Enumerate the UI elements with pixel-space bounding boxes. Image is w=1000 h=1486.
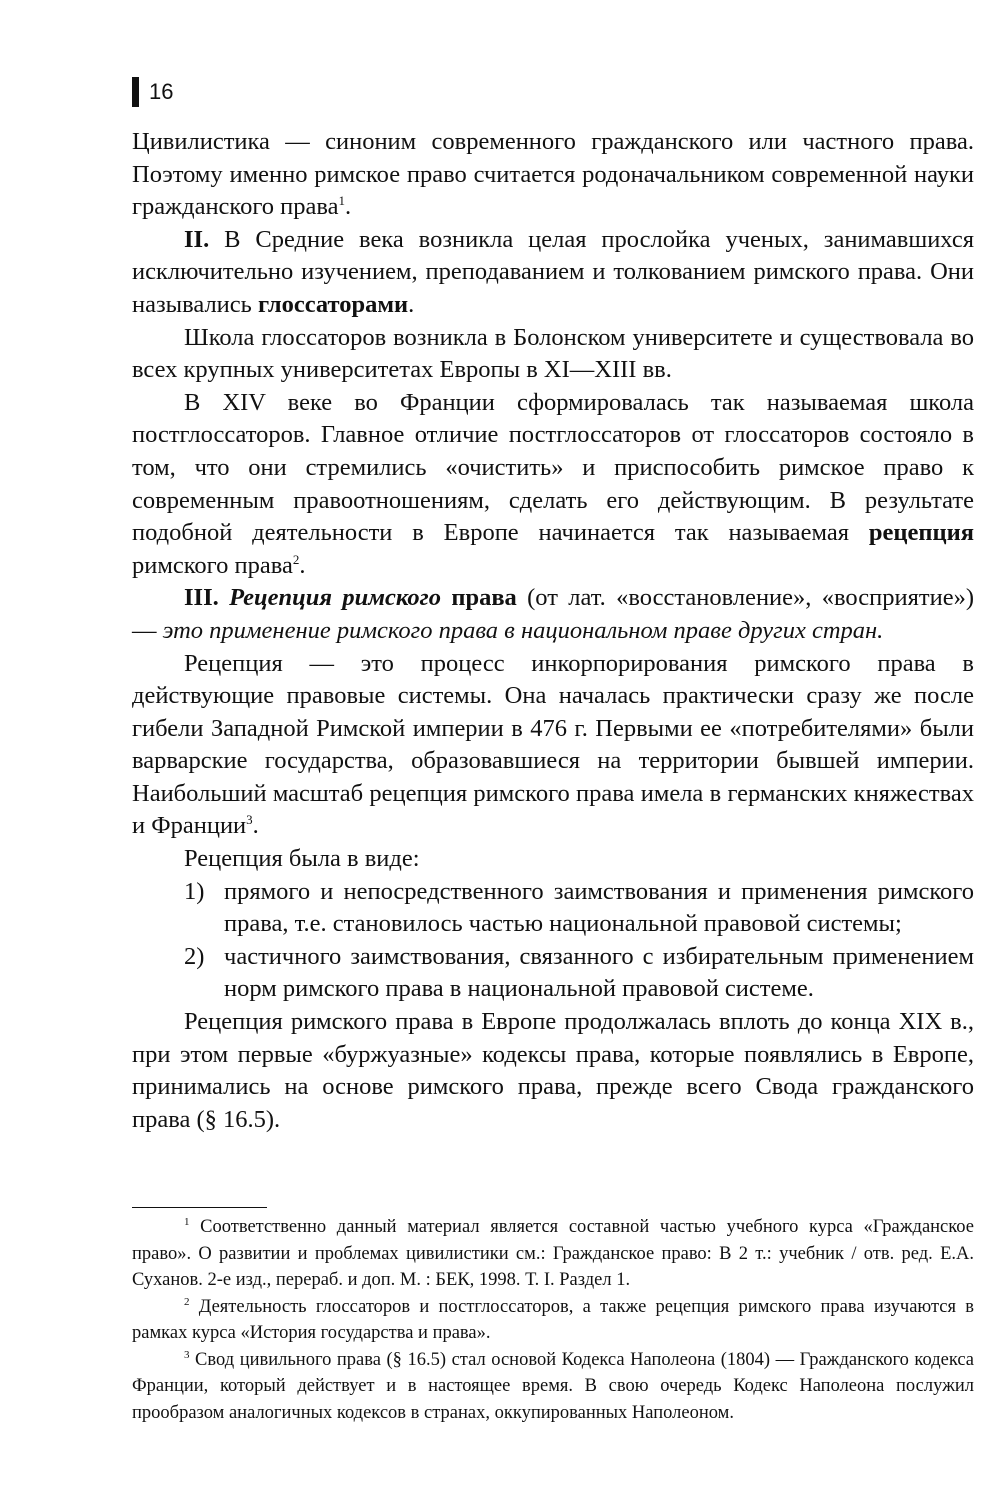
paragraph-2: II. В Средние века возникла целая прослойка ученых, занимавшихся исключительно изучением, преподаванием и толкованием римского права. Они назывались глоссаторами. xyxy=(132,225,974,318)
section-number-2: II. xyxy=(184,225,210,253)
paragraph-7: Рецепция была в виде: xyxy=(184,845,420,873)
paragraph-5: III. Рецепция римского права (от лат. «восстановление», «восприятие») — это применение римского права в национальном праве других стран. xyxy=(132,584,975,644)
header-bar xyxy=(132,77,139,107)
paragraph-6: Рецепция — это процесс инкорпорирования римского права в действующие правовые системы. Она началась практически сразу же после гибели Западной Римской империи в 476 г. Первыми ее «потребителями» были варварские государства, образовавшиеся на территории бывшей империи. Наибольший масштаб рецепция римского права имела в германских княжествах и Франции$^3$. xyxy=(132,649,974,840)
page-number: 16 xyxy=(149,79,174,104)
term-reception: рецепция xyxy=(868,519,974,547)
list-number: 1) xyxy=(184,877,205,905)
paragraph-4: В XIV веке во Франции сформировалась так называемая школа постглоссаторов. Главное отличие постглоссаторов от глоссаторов состояло в том, что они стремились «очистить» и приспособить римское право к современным правоотношениям, сделать его действующим. В результате подобной деятельности в Европе начинается так называемая рецепция римского права$^2$. xyxy=(132,388,974,579)
paragraph-8: Рецепция римского права в Европе продолжалась вплоть до конца XIX в., при этом первые «буржуазные» кодексы права, которые появлялись в Европе, принимались на основе римского права, прежде всего Свода гражданского права (§ 16.5). xyxy=(132,1008,974,1133)
footnote-ref-3[interactable]: 3 xyxy=(246,812,253,828)
footnote-3: $^3$ Свод цивильного права (§ 16.5) стал основой Кодекса Наполеона (1804) — Гражданского кодекса Франции, который действует и в настоящее время. В свою очередь Кодекс Наполеона послужил прообразом аналогичных кодексов в странах, оккупированных Наполеоном. xyxy=(132,1348,974,1423)
list-item: 1) прямого и непосредственного заимствования и применения римского права, т.е. становилось частью национальной правовой системы; xyxy=(184,877,974,938)
footnote-2: $^2$ Деятельность глоссаторов и постглоссаторов, а также рецепция римского права изучаются в рамках курса «История государства и права». xyxy=(132,1295,974,1343)
footnote-ref-2[interactable]: 2 xyxy=(292,551,300,567)
footnote-divider xyxy=(132,1207,267,1208)
paragraph-1: Цивилистика — синоним современного гражданского или частного права. Поэтому именно римское право считается родоначальником современной науки гражданского права$^1$. xyxy=(132,128,974,221)
list-item: 2) частичного заимствования, связанного с избирательным применением норм римского права в национальной правовой системе. xyxy=(184,942,974,1003)
definition-italic: это применение римского права в национальном праве других стран. xyxy=(162,616,884,644)
footnotes xyxy=(132,1214,974,1426)
list-number: 2) xyxy=(184,942,205,970)
footnote-1: $^1$ Соответственно данный материал является составной частью учебного курса «Гражданское право». О развитии и проблемах цивилистики см.: Гражданское право: В 2 т.: учебник / отв. ред. Е.А. Суханов. 2-е изд., перераб. и доп. М. : БЕК, 1998. Т. I. Раздел 1. xyxy=(132,1215,974,1290)
main-text xyxy=(132,126,974,1136)
section-number-3: III. xyxy=(184,584,219,612)
footnote-ref-1[interactable]: 1 xyxy=(338,193,346,209)
term-glossators: глоссаторами xyxy=(257,290,409,318)
page-header xyxy=(132,76,173,108)
term-reception-roman: Рецепция римского xyxy=(218,584,441,612)
paragraph-3: Школа глоссаторов возникла в Болонском университете и существовала во всех крупных университетах Европы в XI—XIII вв. xyxy=(132,323,974,384)
